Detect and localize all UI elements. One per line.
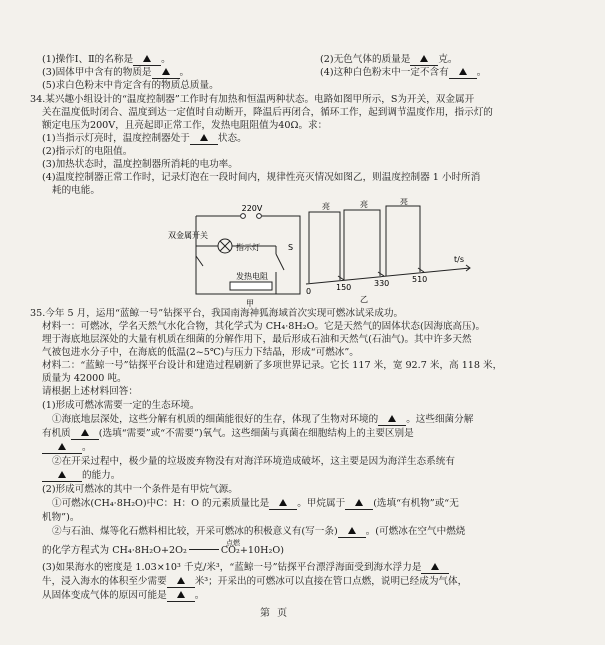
- q35-part1-b: 有机质 (选填“需要”或“不需要”)氧气。这些细菌与真菌在细胞结构上的主要区别是: [42, 428, 414, 439]
- q34-stem-2: 关在温度低时闭合、温度到达一定值时自动断开，降温后再闭合，循环工作，起到调节温度作用，指示灯的: [42, 107, 493, 118]
- tick-0: 0: [306, 287, 312, 296]
- reaction-arrow: [189, 549, 219, 550]
- answer-blank-icon: [459, 68, 467, 75]
- circuit-and-graph-figure: [0, 198, 605, 310]
- q35-part3-a: (3)如果海水的密度是 1.03×10³ 千克/米³，“蓝鲸一号”钻探平台漂浮海面受到海水浮力是: [42, 562, 449, 574]
- q33-item1: (1)操作Ⅰ、Ⅱ的名称是: [42, 54, 134, 65]
- q35-material1-3: 气被包进水分子中，在海底的低温(2~5℃)与压力下结晶，形成“可燃冰”。: [42, 347, 359, 358]
- q34-sub-4-cont: 耗的电能。: [52, 185, 100, 196]
- time-axis-label: t/s: [454, 255, 464, 264]
- answer-blank-icon: [177, 591, 185, 598]
- tick-510: 510: [412, 275, 428, 284]
- answer-blank-icon: [177, 577, 185, 584]
- page-footer: 第 页: [260, 608, 290, 619]
- q33-line1: (1)操作Ⅰ、Ⅱ的名称是 。: [42, 54, 171, 65]
- q35-instruction: 请根据上述材料回答：: [42, 386, 138, 397]
- bright-label-3: 亮: [400, 198, 408, 206]
- answer-blank-icon: [58, 443, 66, 450]
- lamp-timing-graph: [306, 206, 470, 284]
- heater-label: 发热电阻: [236, 272, 268, 281]
- q34-sub-3: (3)加热状态时，温度控制器所消耗的电功率。: [42, 159, 238, 170]
- q35-part2-a: ①可燃冰(CH₄·8H₂O)中C：H：O 的元素质量比是 。甲烷属于 (选填“有机物”或“无: [52, 498, 459, 509]
- bimetal-label: 双金属开关: [168, 231, 208, 240]
- switch-label: S: [288, 243, 294, 252]
- q35-part3-b: 牛，浸入海水的体积至少需要 米³；开采出的可燃冰可以直接在管口点燃，说明已经成为气体，: [42, 576, 468, 587]
- q33-item4: (4)这种白色粉末中一定不含有: [320, 67, 449, 78]
- q35-part1-d: 的能力。: [42, 470, 120, 482]
- answer-blank-icon: [58, 471, 66, 478]
- q33-line3: (5)求白色粉末中肯定含有的物质总质量。: [42, 80, 219, 91]
- q35-part1-b-blank: 。: [42, 442, 92, 454]
- q35-part2-a-cont: 机物”)。: [42, 512, 80, 523]
- q33-item2: (2)无色气体的质量是: [320, 54, 411, 65]
- q35-stem: 35.今年 5 月，运用“蓝鲸一号”钻探平台，我国南海神狐海域首次实现可燃冰试采成功。: [30, 308, 404, 319]
- q35-part2-b: ②与石油、煤等化石燃料相比较，开采可燃冰的积极意义有(写一条) 。(可燃冰在空气中燃烧: [52, 526, 466, 537]
- answer-blank-icon: [200, 134, 208, 141]
- q35-part1-c: ②在开采过程中，极少量的垃圾废弃物没有对海洋环境造成破坏，这主要是因为海洋生态系统有: [52, 456, 455, 467]
- q34-sub-4: (4)温度控制器正常工作时，记录灯泡在一段时间内，规律性亮灭情况如图乙，则温度控制器 1 小时所消: [42, 172, 481, 183]
- lamp-label: 指示灯: [236, 243, 260, 252]
- q35-part1: (1)形成可燃冰需要一定的生态环境。: [42, 400, 200, 411]
- tick-330: 330: [374, 279, 390, 288]
- answer-blank-icon: [355, 499, 363, 506]
- answer-blank-icon: [162, 68, 170, 75]
- q34-stem-3: 额定电压为200V，且亮起即正常工作，发热电阻阻值为40Ω。求：: [42, 120, 328, 131]
- answer-blank-icon: [81, 429, 89, 436]
- tick-150: 150: [336, 283, 352, 292]
- q35-part2: (2)形成可燃冰的其中一个条件是有甲烷气源。: [42, 484, 238, 495]
- q35-part1-a: ①海底地层深处，这些分解有机质的细菌能很好的生存，体现了生物对环境的 。这些细菌分解: [52, 414, 474, 425]
- q33-line1b: (2)无色气体的质量是 克。: [320, 54, 458, 65]
- q35-material1-2: 埋于海底地层深处的大量有机质在细菌的分解作用下，最后形成石油和天然气(石油气)。其中许多天然: [42, 334, 472, 345]
- answer-blank-icon: [279, 499, 287, 506]
- caption-jia: 甲: [246, 299, 254, 308]
- answer-blank-icon: [348, 527, 356, 534]
- q33-line2b: (4)这种白色粉末中一定不含有 。: [320, 67, 487, 78]
- q35-equation: 的化学方程式为 CH₄·8H₂O+2O₂ CO₂+10H₂O): [42, 545, 284, 556]
- bright-label-1: 亮: [322, 202, 330, 211]
- q34-sub-2: (2)指示灯的电阻值。: [42, 146, 133, 157]
- q35-material1-1: 材料一：可燃冰，学名天然气水化合物，其化学式为 CH₄·8H₂O。它是天然气的固体状态(因海底高压)。: [42, 321, 486, 332]
- answer-blank-icon: [420, 55, 428, 62]
- voltage-label: 220V: [241, 204, 263, 213]
- bright-label-2: 亮: [360, 200, 368, 209]
- caption-yi: 乙: [360, 295, 368, 304]
- circuit-diagram: [196, 214, 300, 294]
- answer-blank-icon: [388, 415, 396, 422]
- q33-line2: (3)固体甲中含有的物质是 。: [42, 67, 190, 78]
- reaction-condition: 点燃: [226, 539, 240, 547]
- q35-material2-2: 质量为 42000 吨。: [42, 373, 127, 384]
- q35-part3-c: 从固体变成气体的原因可能是 。: [42, 590, 205, 601]
- q35-material2-1: 材料二：“蓝鲸一号”钻探平台设计和建造过程刷新了多项世界记录。它长 117 米，宽 92.7 米，高 118 米，: [42, 360, 503, 371]
- q33-item3: (3)固体甲中含有的物质是: [42, 67, 152, 78]
- q34-sub-1: (1)当指示灯亮时，温度控制器处于 状态。: [42, 133, 247, 144]
- q34-stem-1: 34.某兴趣小组设计的“温度控制器”工作时有加热和恒温两种状态。电路如图甲所示，S为开关，双金属开: [30, 94, 475, 105]
- answer-blank-icon: [143, 55, 151, 62]
- answer-blank-icon: [431, 563, 439, 570]
